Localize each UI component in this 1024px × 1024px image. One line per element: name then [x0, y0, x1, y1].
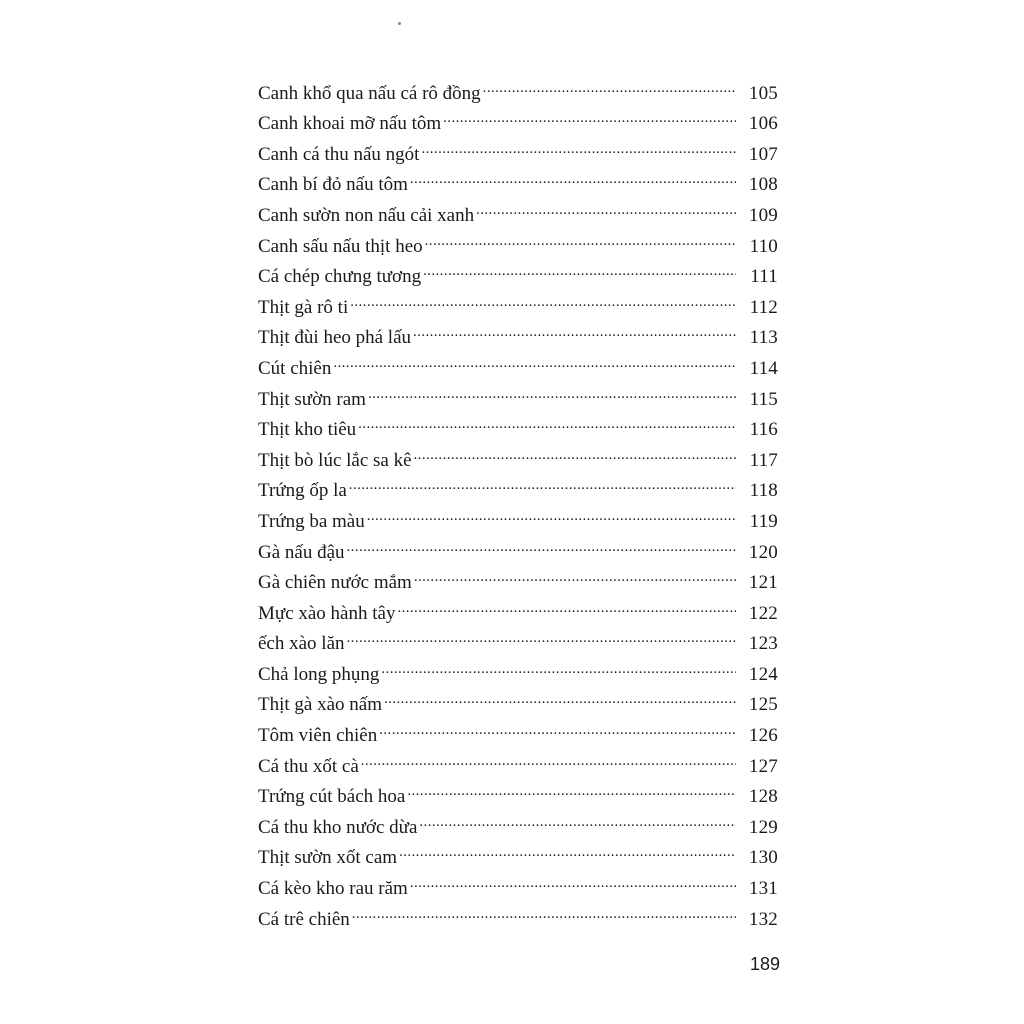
- dot-leader: [352, 894, 736, 925]
- toc-entry-page: 126: [748, 725, 778, 747]
- dot-leader: [414, 435, 736, 466]
- dot-leader: [368, 374, 736, 405]
- toc-entry-title: Cá chép chưng tương: [258, 266, 422, 288]
- toc-entry-page: 129: [748, 816, 778, 838]
- toc-entry-page: 112: [749, 296, 778, 318]
- toc-entry-title: Thịt gà xào nấm: [258, 694, 382, 716]
- print-speck: [398, 22, 401, 25]
- toc-entry-page: 128: [748, 786, 778, 808]
- toc-entry-page: 110: [749, 235, 778, 257]
- toc-entry-title: Thịt kho tiêu: [258, 419, 357, 441]
- toc-entry-title: Cá thu kho nước dừa: [258, 816, 418, 838]
- toc-entry-page: 123: [748, 633, 778, 655]
- toc-entry-page: 118: [749, 480, 778, 502]
- dot-leader: [410, 863, 736, 894]
- toc-entry-title: Cá trê chiên: [258, 908, 350, 930]
- table-of-contents: [258, 68, 778, 930]
- dot-leader: [421, 129, 736, 160]
- toc-entry: [258, 68, 778, 104]
- toc-entry-page: 132: [748, 908, 778, 930]
- toc-entry-page: 111: [750, 266, 778, 288]
- toc-entry-title: Tôm viên chiên: [258, 725, 378, 747]
- toc-entry-title: Canh bí đỏ nấu tôm: [258, 174, 408, 196]
- dot-leader: [413, 313, 736, 344]
- toc-entry-page: 124: [748, 663, 778, 685]
- toc-entry-page: 105: [748, 82, 778, 104]
- dot-leader: [410, 160, 736, 191]
- toc-entry-title: Gà chiên nước mắm: [258, 572, 412, 594]
- toc-entry-title: Cá kèo kho rau răm: [258, 878, 408, 900]
- toc-entry-title: Canh cá thu nấu ngót: [258, 143, 420, 165]
- dot-leader: [367, 496, 736, 527]
- dot-leader: [419, 802, 736, 833]
- page-number: 189: [749, 954, 780, 974]
- toc-entry: [258, 343, 778, 379]
- dot-leader: [349, 466, 736, 497]
- toc-entry-title: Trứng ba màu: [258, 510, 365, 532]
- toc-entry-page: 122: [748, 602, 778, 624]
- toc-entry-page: 106: [748, 113, 778, 135]
- dot-leader: [361, 741, 736, 772]
- toc-entry-page: 127: [748, 755, 778, 777]
- toc-entry-page: 115: [749, 388, 778, 410]
- dot-leader: [384, 680, 736, 711]
- dot-leader: [358, 405, 736, 436]
- dot-leader: [425, 221, 736, 252]
- toc-entry-title: Cút chiên: [258, 357, 332, 379]
- toc-entry-page: 113: [749, 327, 778, 349]
- toc-entry-page: 125: [748, 694, 778, 716]
- toc-entry-title: Thịt sườn xốt cam: [258, 847, 398, 869]
- dot-leader: [483, 68, 736, 99]
- dot-leader: [350, 282, 736, 313]
- toc-entry-title: Canh khổ qua nấu cá rô đồng: [258, 82, 481, 104]
- toc-entry-title: Gà nấu đậu: [258, 541, 345, 563]
- toc-entry-title: ếch xào lăn: [258, 633, 345, 655]
- dot-leader: [443, 99, 736, 130]
- toc-entry-page: 121: [748, 572, 778, 594]
- dot-leader: [379, 710, 736, 741]
- dot-leader: [476, 190, 736, 221]
- toc-entry-title: Chả long phụng: [258, 663, 380, 685]
- toc-entry-title: Thịt đùi heo phá lấu: [258, 327, 412, 349]
- toc-entry-title: Canh khoai mỡ nấu tôm: [258, 113, 442, 135]
- toc-entry-title: Trứng cút bách hoa: [258, 786, 406, 808]
- toc-entry-page: 114: [749, 357, 778, 379]
- toc-entry-title: Trứng ốp la: [258, 480, 347, 502]
- dot-leader: [333, 343, 736, 374]
- toc-entry-page: 107: [748, 143, 778, 165]
- dot-leader: [347, 527, 736, 558]
- toc-entry-page: 108: [748, 174, 778, 196]
- toc-entry-page: 117: [749, 449, 778, 471]
- toc-entry-page: 119: [749, 510, 778, 532]
- dot-leader: [423, 252, 736, 283]
- toc-entry-title: Canh sườn non nấu cải xanh: [258, 204, 475, 226]
- dot-leader: [347, 619, 736, 650]
- toc-entry-title: Thịt gà rô ti: [258, 296, 349, 318]
- toc-entry-title: Thịt sườn ram: [258, 388, 366, 410]
- toc-entry-page: 109: [748, 204, 778, 226]
- toc-entry-title: Mực xào hành tây: [258, 602, 396, 624]
- dot-leader: [397, 588, 736, 619]
- dot-leader: [381, 649, 736, 680]
- dot-leader: [414, 558, 736, 589]
- toc-entry-title: Canh sấu nấu thịt heo: [258, 235, 423, 257]
- toc-entry-page: 120: [748, 541, 778, 563]
- toc-entry: [258, 374, 778, 410]
- dot-leader: [399, 833, 736, 864]
- dot-leader: [407, 772, 736, 803]
- toc-entry-page: 130: [748, 847, 778, 869]
- toc-entry-title: Thịt bò lúc lắc sa kê: [258, 449, 412, 471]
- toc-entry-page: 116: [749, 419, 778, 441]
- toc-entry-title: Cá thu xốt cà: [258, 755, 359, 777]
- toc-entry-page: 131: [748, 878, 778, 900]
